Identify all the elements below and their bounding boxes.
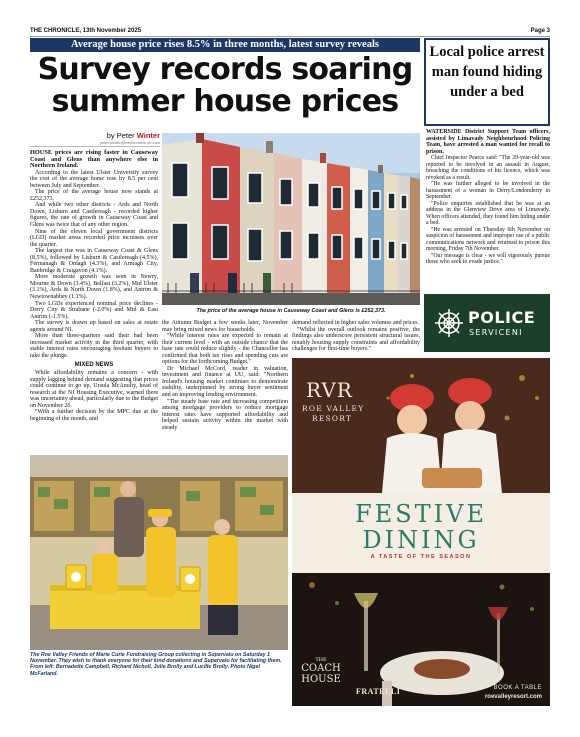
story-paragraph: "The steady base rate and increasing competition among mortgage providers to reduce mortgage interest rates have supported affordability and helped sustain activity within the market with steady [162,398,288,431]
story-paragraph: "Whilst the overall outlook remains positive, the findings also underscore persistent structural issues, notably housing supply constraints and affordability challenges for first-time buyers." [292,326,420,353]
advert-dining-photo [292,573,550,706]
byline-block [30,131,160,147]
book-table-label: BOOK A TABLE [493,685,542,691]
group-illustration [30,455,288,650]
byline-prefix: by [106,131,115,140]
story-paragraph: Dr Michael McCord, reader in valuation, investment and finance at UU, said: "Northern Ireland's housing market continues to demonstrate stability, underpinned by strong buyer sentiment and an improving lending environment. [162,365,288,399]
festive-dining-advert[interactable] [292,358,550,706]
story-paragraph: More than three-quarters said their had been increased market activity in the third quarter, with stable interest rates encouraging hesitant buyers to take the plunge. [30,333,158,359]
festive-title-line-2: DINING [362,526,480,554]
police-crest-icon [434,306,464,340]
coach-house-word-1: COACH [301,663,341,674]
byline [30,131,160,140]
houses-photo-caption: The price of the average house in Causeway Coast and Glens is £252,373. [196,308,386,314]
story-column-3 [292,320,420,353]
story-paragraph: The survey is drawn up based on sales at estate agents around NI. [30,320,158,333]
author-first: Peter [116,131,137,140]
police-logo-sub: SERVICENI [469,328,523,337]
resort-brand-sub: RESORT [312,414,353,423]
story-paragraph: While affordability remains a concern - with supply lagging behind demand suggesting that prices could continue to go up, Ursula McAnulty, head of research at the NI Housing Executive, warned there was uncertainty ahead, particularly due to the Budget on November 26. [30,370,158,409]
sidebar-paragraph: "He was arrested on Thursday 6th November on suspicion of harassment and improper use of a public communications network and returned to prison this morning, Friday 7th November. [426,226,550,252]
sidebar-paragraph: "Police enquiries established that he was at an address in the Glenview Drive area of Limavady. When officers attended, they found him hiding under a bed. [426,200,550,226]
fratelli-logo: FRATELLI [356,687,401,696]
story-paragraph: "While interest rates are expected to remain at their current level - with an outside chance that the base rate could reduce slightly - the Chancellor has confirmed that both tax rises and spending cuts are options for the forthcoming Budget." [162,333,288,366]
author-last: Winter [136,131,160,140]
sidebar-lead: WATERSIDE District Support Team officers, assisted by Limavady Neighbourhood Policing Team, have arrested a man wanted for recall to prison. [426,129,550,155]
story-column-2 [162,320,288,431]
coach-house-logo [300,657,342,685]
sidebar-headline-box [424,38,550,126]
story-paragraph: the Autumn Budget a few weeks later, November may bring mixed news for households. [162,320,288,333]
resort-brand-mark: RVR [306,378,353,402]
coach-house-word-2: HOUSE [301,674,341,685]
story-paragraph: "With a further decision by the MPC due at the beginning of the month, and [30,409,158,422]
story-lead: HOUSE prices are rising faster in Causeway Coast and Glens than anywhere else in Northern Ireland. [30,149,158,170]
story-kicker: Average house price rises 8.5% in three months, latest survey reveals [30,38,420,52]
advert-chefs-photo [292,358,550,493]
story-paragraph: Two LGDs experienced nominal price declines - Derry City & Strabane (-2.0%) and Mid & East Antrim (-1.5%). [30,300,158,320]
sidebar-paragraph: "Our message is clear - we will vigorously pursue those who seek to evade justice." [426,252,550,265]
story-column-1 [30,150,158,422]
festive-tagline: A TASTE OF THE SEASON [370,554,472,560]
police-service-logo [424,294,550,352]
author-email[interactable]: peter.winter@thechronicle.uk.com [99,140,160,145]
story-paragraph: demand reflected in higher sales volumes and prices. [292,320,419,326]
story-paragraph: Nine of the eleven local government districts (LGD) market areas recorded price increases over the quarter. [30,228,158,248]
author-name [117,131,160,140]
festive-dining-banner [292,493,550,573]
resort-brand-name: ROE VALLEY [302,404,365,413]
story-subhead: MIXED NEWS [74,361,114,368]
story-paragraph: The largest rise was in Causeway Coast & Glens (8.5%), followed by Lisburn & Castlereagh (4.5%), Fermanagh & Omagh (4.3%), and Armagh City, Banbridge & Craigavon (4.1%). [30,248,158,274]
sidebar-paragraph: "He was further alleged to be involved in the harassment of a woman in Derry/Londonderry in September. [426,181,550,200]
story-paragraph: And while two other districts - Ards and North Down, Lisburn and Castlereagh - recorded higher figures, the rate of growth in Causeway Coast and Glens was twice that of any other region. [30,202,158,229]
group-photo-caption: The Roe Valley Friends of Marie Curie Fundraising Group collecting in Supervalu on Saturday 1 November. They wish to thank everyone for their kind donations and Supervalu for facilitating them. From left: Bernadette Campbell, Richard Nicholl, Julie Brolly and Lucille Brolly. Photo Nigel McFarland. [30,652,282,677]
page-number: Page 3 [530,28,550,34]
publication-date: THE CHRONICLE, 13th November 2025 [30,28,142,34]
story-headline: Survey records soaring summer house prices [37,52,413,119]
sidebar-headline: Local police arrest man found hiding under a bed [429,44,545,100]
story-paragraph: More moderate growth was seen in Newry, Mourne & Down (3.4%), Belfast (3.2%), Mid Ulster (3.1%), Ards & North Down (1.8%), and Antrim & Newtownabbey (1.1%). [30,274,158,301]
page-masthead [30,27,550,37]
terraced-houses-photo [162,133,420,305]
festive-title-line-1: FESTIVE [355,500,487,528]
houses-illustration [162,133,420,305]
story-paragraph: According to the latest Ulster University survey the cost of the average home rose by 8.5 per cent between July and September. [30,169,158,189]
coach-house-the: THE [315,657,327,663]
fundraising-group-photo [30,455,288,650]
sidebar-paragraph: Chief Inspector Pearce said: "The 29-year-old was reported to be involved in an assault in August, breaching the conditions of his licence, which was revoked as a result. [426,155,550,181]
story-paragraph: The price of the average house now stands at £252,373. [30,189,158,202]
sidebar-story [426,129,550,266]
resort-url[interactable]: roevalleyresort.com [484,694,542,700]
police-logo-main: POLICE [468,308,536,327]
